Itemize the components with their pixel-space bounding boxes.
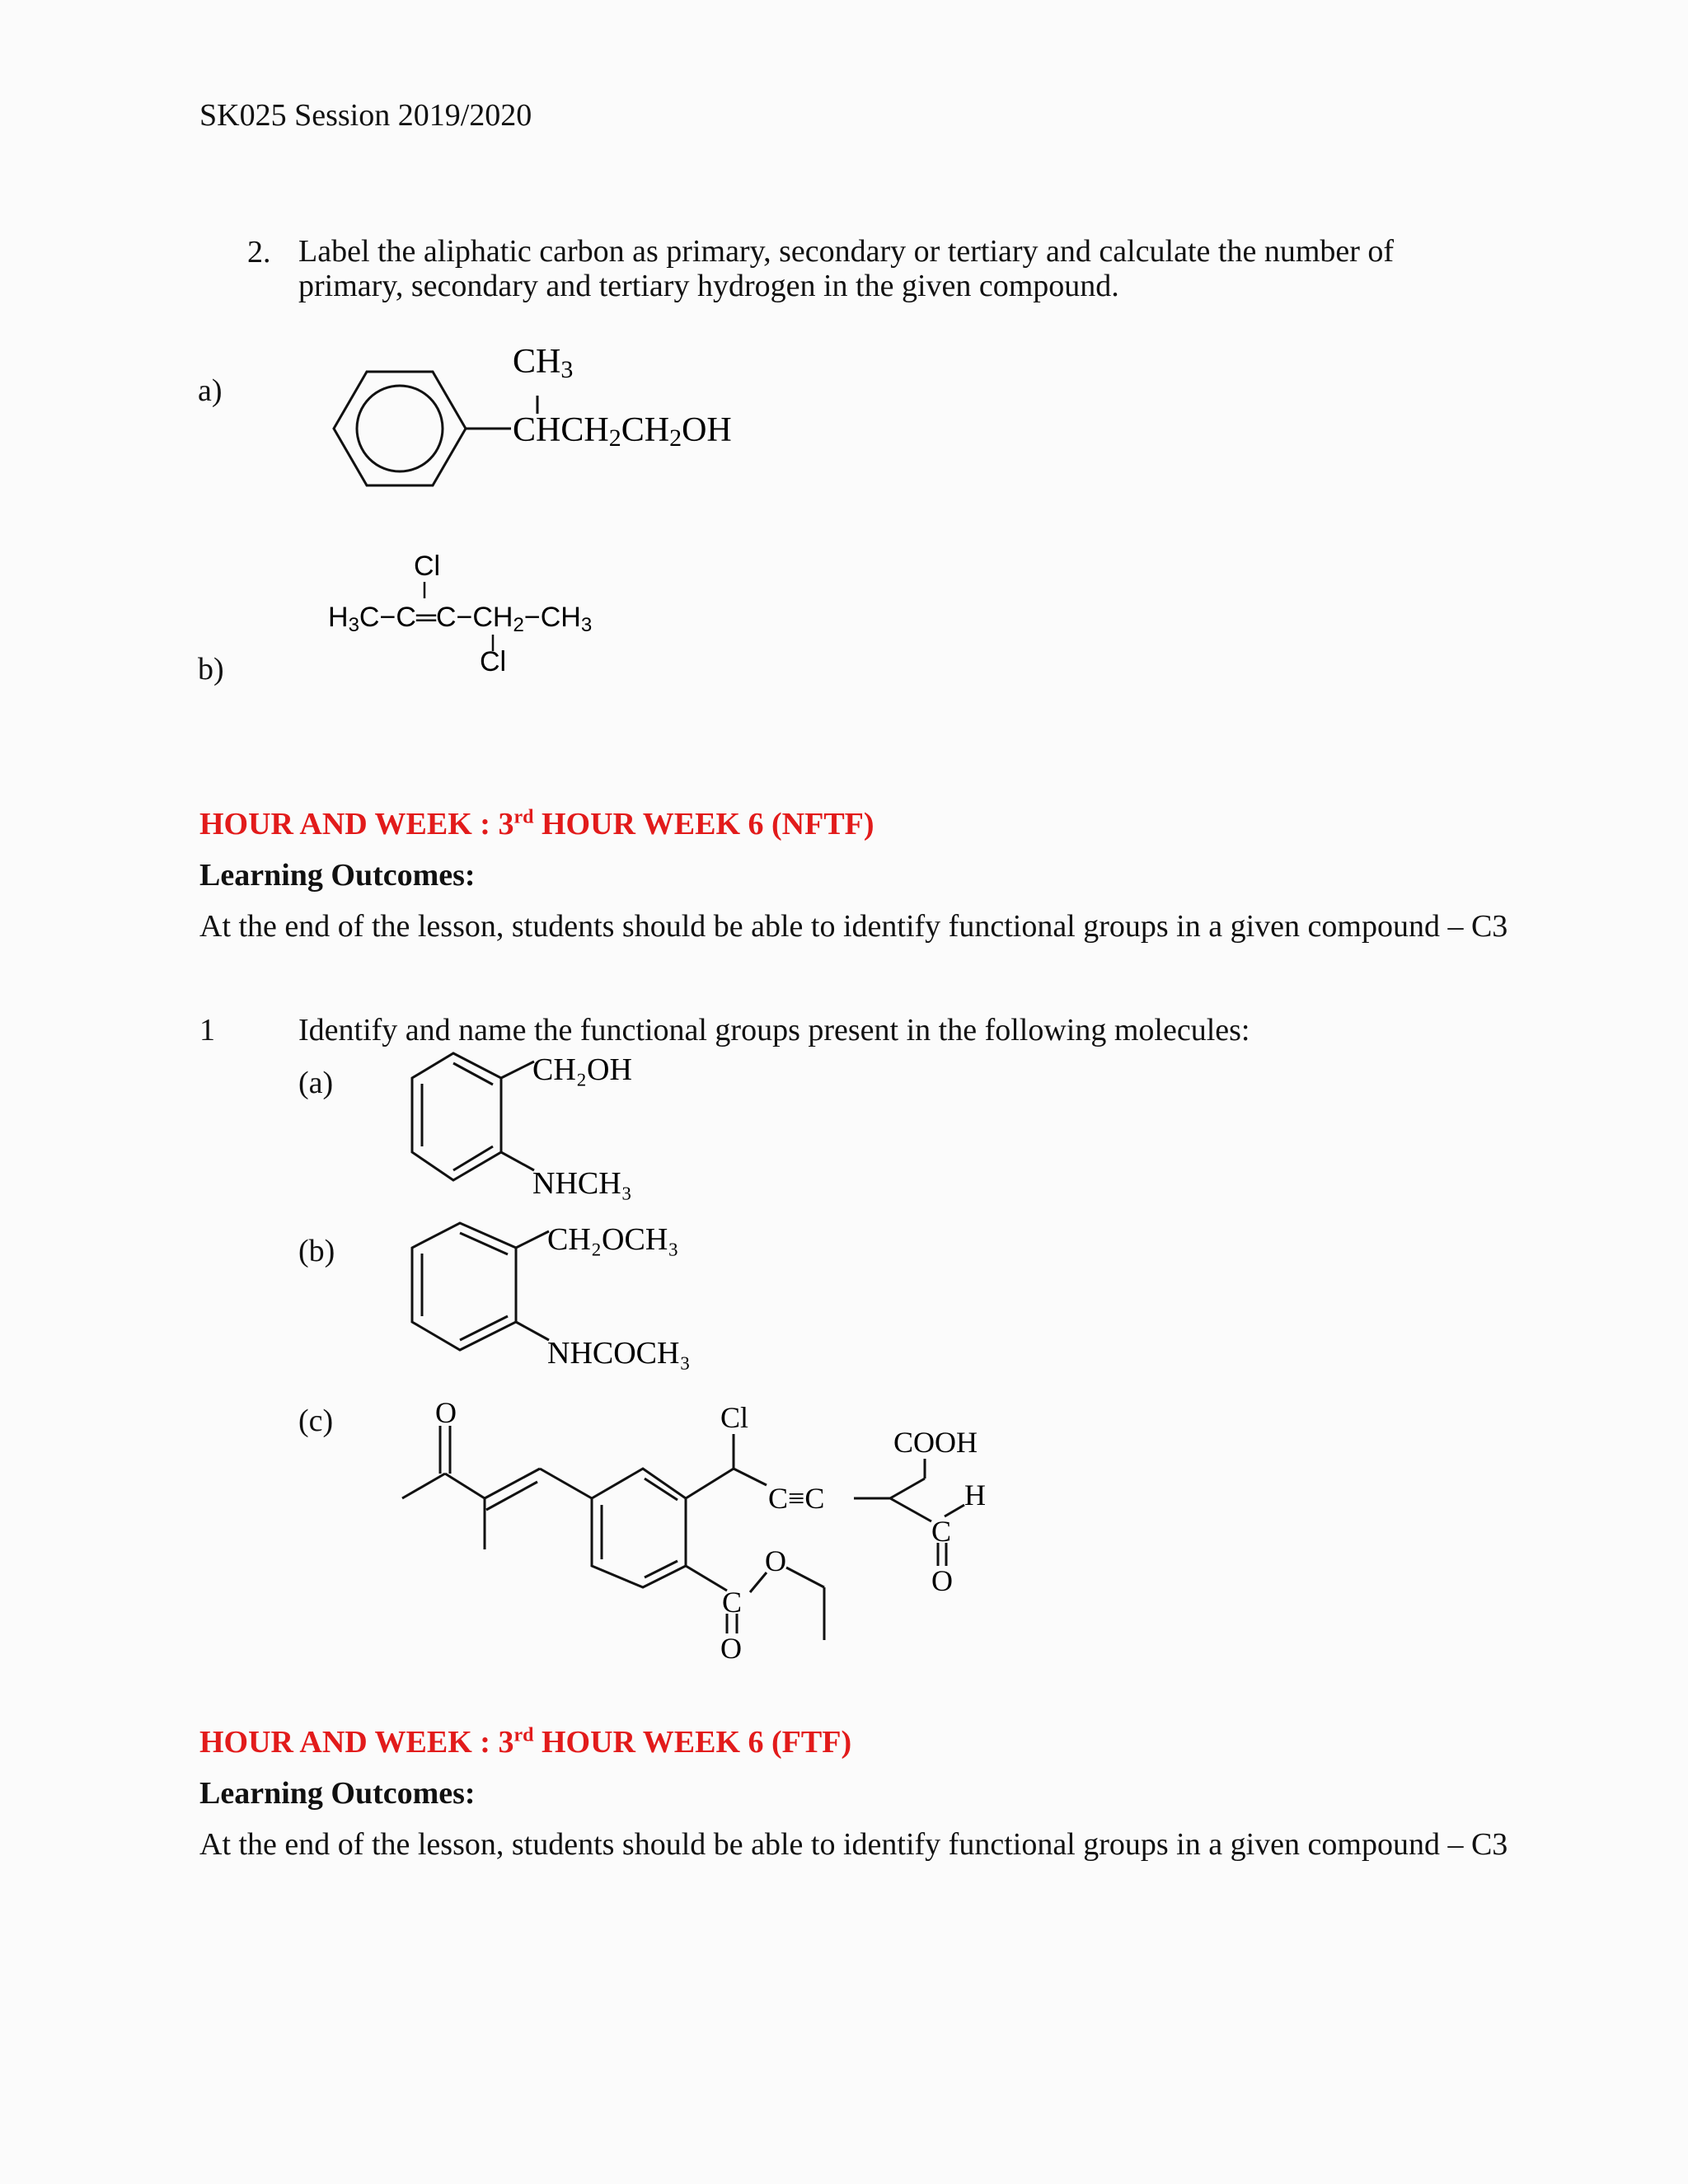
question-number: 2. [247,235,271,269]
c-cooh: COOH [893,1426,978,1459]
a-methyl-label: CH3 [513,343,574,383]
page-header: SK025 Session 2019/2020 [199,98,532,133]
c-alkyne: C≡C [768,1482,825,1515]
learning-outcomes-text: At the end of the lesson, students should be able to identify functional groups in a given compound – C3 [199,909,1508,944]
a-ch2oh: CH₂OH [532,1052,632,1087]
b-cl-top: Cl [414,551,441,582]
c-cl: Cl [720,1401,749,1434]
b-cl-bottom: Cl [480,646,507,677]
question-text: Identify and name the functional groups present in the following molecules: [298,1013,1250,1047]
learning-outcomes-label: Learning Outcomes: [199,858,476,893]
question-number: 1 [199,1013,215,1047]
c-aldehyde-c: C [931,1515,952,1548]
learning-outcomes-text: At the end of the lesson, students should be able to identify functional groups in a given compound – C3 [199,1827,1508,1862]
c-ester-carbonyl-o: O [720,1632,742,1665]
question-text: Label the aliphatic carbon as primary, secondary or tertiary and calculate the number of primary, secondary and tertiary hydrogen in the given compound. [298,234,1395,303]
c-ketone-o: O [435,1396,457,1429]
a-chain-label: CHCH2CH2OH [513,411,732,452]
c-h: H [964,1479,986,1511]
molecule-c [387,1393,1030,1665]
part-a-label: (a) [298,1066,334,1100]
a-nhch3: NHCH₃ [532,1166,632,1201]
part-a-label: a) [198,373,223,408]
molecule-b [396,1216,709,1381]
part-c-label: (c) [298,1404,334,1438]
b-chain: H3C−C═C−CH2−CH3 [328,602,593,636]
c-ester-o: O [765,1544,786,1577]
structure-b [321,544,684,684]
learning-outcomes-label: Learning Outcomes: [199,1776,476,1811]
section-title-nftf: HOUR AND WEEK : 3rd HOUR WEEK 6 (NFTF) [199,806,874,841]
b-ch2och3: CH₂OCH₃ [547,1222,679,1257]
section-title-ftf: HOUR AND WEEK : 3rd HOUR WEEK 6 (FTF) [199,1724,852,1760]
b-nhcoch3: NHCOCH₃ [547,1336,691,1371]
molecule-a [396,1047,692,1212]
c-aldehyde-o: O [931,1564,953,1597]
part-b-label: b) [198,652,224,687]
structure-a [313,330,775,503]
c-ester-c: C [722,1586,743,1619]
part-b-label: (b) [298,1234,335,1268]
